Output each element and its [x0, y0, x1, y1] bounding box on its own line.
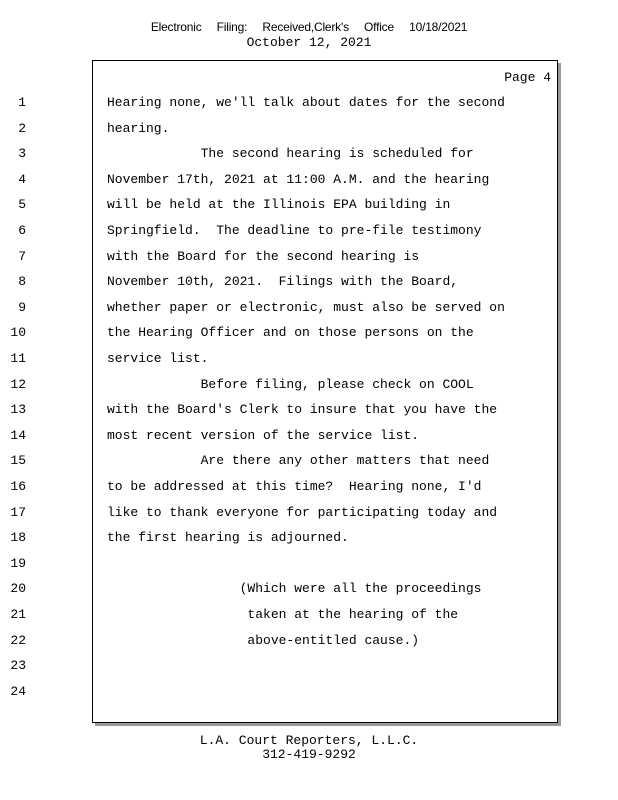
- line-number: 1: [18, 95, 26, 110]
- line-text: November 10th, 2021. Filings with the Board,: [107, 274, 459, 290]
- filing-word-filing: Filing:: [216, 20, 248, 34]
- transcript-line: [0, 146, 560, 166]
- line-number: 10: [10, 325, 26, 341]
- line-text: the Hearing Officer and on those persons on the: [107, 325, 474, 341]
- transcript-line: [0, 377, 560, 397]
- line-text: with the Board's Clerk to insure that you have the: [107, 402, 498, 418]
- line-number: 9: [18, 299, 26, 315]
- line-number: 12: [10, 376, 26, 392]
- court-reporter-phone: 312-419-9292: [262, 747, 356, 762]
- line-number: 5: [18, 197, 26, 213]
- line-number: 18: [10, 530, 26, 546]
- line-number: 13: [10, 402, 26, 418]
- line-number: 16: [10, 479, 26, 494]
- line-text: hearing.: [107, 120, 170, 136]
- line-number: 4: [18, 171, 26, 187]
- line-number: 20: [10, 581, 26, 597]
- transcript-line: [0, 172, 560, 192]
- line-text: Before filing, please check on COOL: [107, 376, 474, 392]
- transcript-line: [0, 658, 560, 678]
- line-text: to be addressed at this time? Hearing none, I'd: [107, 479, 482, 494]
- line-text: Springfield. The deadline to pre-file testimony: [107, 223, 482, 238]
- transcript-line: [0, 197, 560, 217]
- line-number: 7: [18, 248, 26, 264]
- transcript-line: [0, 684, 560, 704]
- transcript-line: [0, 300, 560, 320]
- transcript-line: [0, 556, 560, 576]
- line-text: Hearing none, we'll talk about dates for the second: [107, 95, 505, 110]
- transcript-line: [0, 249, 560, 269]
- line-number: 23: [10, 658, 26, 674]
- transcript-line: [0, 581, 560, 601]
- filing-word-office: Office: [364, 20, 394, 34]
- transcript-line: [0, 607, 560, 627]
- transcript-line: [0, 95, 560, 115]
- line-number: 11: [10, 351, 26, 366]
- transcript-line: [0, 633, 560, 653]
- line-text: above-entitled cause.): [107, 632, 420, 648]
- transcript-line: [0, 428, 560, 448]
- line-number: 22: [10, 632, 26, 648]
- line-number: 6: [18, 223, 26, 238]
- line-number: 3: [18, 146, 26, 162]
- line-text: November 17th, 2021 at 11:00 A.M. and the hearing: [107, 171, 490, 187]
- line-text: taken at the hearing of the: [107, 607, 459, 622]
- transcript-date: October 12, 2021: [246, 35, 372, 50]
- line-number: 24: [10, 683, 26, 699]
- transcript-line: [0, 453, 560, 473]
- transcript-line: [0, 223, 560, 243]
- transcript-line: [0, 402, 560, 422]
- electronic-filing-stamp: [0, 20, 618, 34]
- line-text: the first hearing is adjourned.: [107, 530, 349, 546]
- line-text: (Which were all the proceedings: [107, 581, 482, 597]
- transcript-line: [0, 121, 560, 141]
- line-text: with the Board for the second hearing is: [107, 248, 420, 264]
- filing-date: 10/18/2021: [409, 20, 468, 34]
- line-text: service list.: [107, 351, 209, 366]
- filing-word-electronic: Electronic: [150, 20, 202, 34]
- line-text: Are there any other matters that need: [107, 453, 490, 469]
- line-number: 8: [18, 274, 26, 290]
- transcript-line: [0, 505, 560, 525]
- transcript-line: [0, 530, 560, 550]
- line-text: like to thank everyone for participating today and: [107, 504, 498, 520]
- filing-word-received: Received,Clerk's: [262, 20, 349, 34]
- line-number: 21: [10, 607, 26, 622]
- line-number: 17: [10, 504, 26, 520]
- line-text: will be held at the Illinois EPA building in: [107, 197, 451, 213]
- line-number: 15: [10, 453, 26, 469]
- transcript-line: [0, 351, 560, 371]
- line-number: 14: [10, 427, 26, 443]
- line-text: The second hearing is scheduled for: [107, 146, 474, 162]
- transcript-line: [0, 479, 560, 499]
- transcript-line: [0, 274, 560, 294]
- line-number: 2: [18, 120, 26, 136]
- line-text: most recent version of the service list.: [107, 427, 420, 443]
- page-number: Page 4: [504, 70, 551, 85]
- court-reporter-name: L.A. Court Reporters, L.L.C.: [199, 733, 419, 748]
- line-text: whether paper or electronic, must also be served on: [107, 299, 505, 315]
- transcript-line: [0, 325, 560, 345]
- line-number: 19: [10, 555, 26, 571]
